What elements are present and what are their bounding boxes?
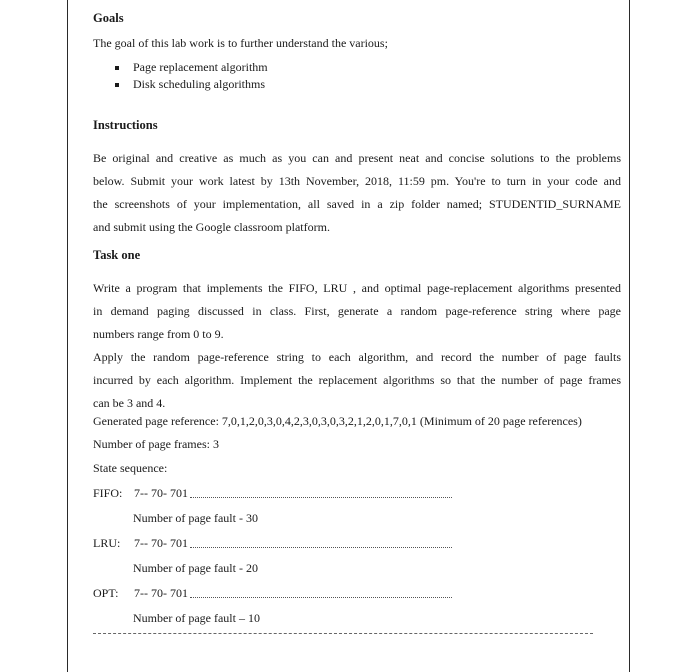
goals-bullet-2: Disk scheduling algorithms: [133, 77, 265, 91]
page-border-left: [67, 0, 68, 672]
goals-heading: Goals: [93, 11, 124, 25]
lru-label: LRU:: [93, 536, 121, 550]
goals-bullet-1: Page replacement algorithm: [133, 60, 268, 74]
fifo-dotted-line: [190, 497, 452, 498]
instructions-paragraph: [93, 147, 621, 239]
generated-page-reference: Generated page reference: 7,0,1,2,0,3,0,4,2,3,0,3,0,3,2,1,2,0,1,7,0,1 (Minimum of 20 page references): [93, 414, 582, 428]
opt-label: OPT:: [93, 586, 119, 600]
task-line: Apply the random page-reference string to each algorithm, and record the number of page faults: [93, 350, 621, 364]
fifo-label: FIFO:: [93, 486, 123, 500]
task-line: in demand paging discussed in class. First, generate a random page-reference string where page: [93, 304, 621, 318]
task-one-paragraph-1: [93, 277, 621, 346]
instructions-heading: Instructions: [93, 118, 158, 132]
instructions-line: below. Submit your work latest by 13th November, 2018, 11:59 pm. You're to turn in your code and: [93, 174, 621, 188]
opt-page-faults: Number of page fault – 10: [133, 611, 260, 625]
opt-dotted-line: [190, 597, 452, 598]
fifo-sequence: 7-- 70- 701: [134, 486, 188, 500]
task-one-heading: Task one: [93, 248, 141, 262]
page-border-right: [629, 0, 630, 672]
task-one-paragraph-2: [93, 346, 621, 415]
task-line: incurred by each algorithm. Implement the replacement algorithms so that the number of page frames: [93, 373, 621, 387]
page-frames-count: Number of page frames: 3: [93, 437, 219, 451]
task-line: can be 3 and 4.: [93, 396, 166, 410]
fifo-page-faults: Number of page fault - 30: [133, 511, 258, 525]
instructions-line: and submit using the Google classroom platform.: [93, 220, 330, 234]
task-line: numbers range from 0 to 9.: [93, 327, 224, 341]
lru-dotted-line: [190, 547, 452, 548]
instructions-line: Be original and creative as much as you can and present neat and concise solutions to the problems: [93, 151, 621, 165]
opt-sequence: 7-- 70- 701: [134, 586, 188, 600]
instructions-line: the screenshots of your implementation, all saved in a zip folder named; STUDENTID_SURNAME: [93, 197, 621, 211]
dashed-separator: [93, 633, 593, 634]
goals-intro: The goal of this lab work is to further understand the various;: [93, 36, 388, 50]
task-line: Write a program that implements the FIFO, LRU , and optimal page-replacement algorithms presented: [93, 281, 621, 295]
state-sequence-label: State sequence:: [93, 461, 168, 475]
lru-sequence: 7-- 70- 701: [134, 536, 188, 550]
bullet-square-icon: [115, 66, 119, 70]
lru-page-faults: Number of page fault - 20: [133, 561, 258, 575]
bullet-square-icon: [115, 83, 119, 87]
